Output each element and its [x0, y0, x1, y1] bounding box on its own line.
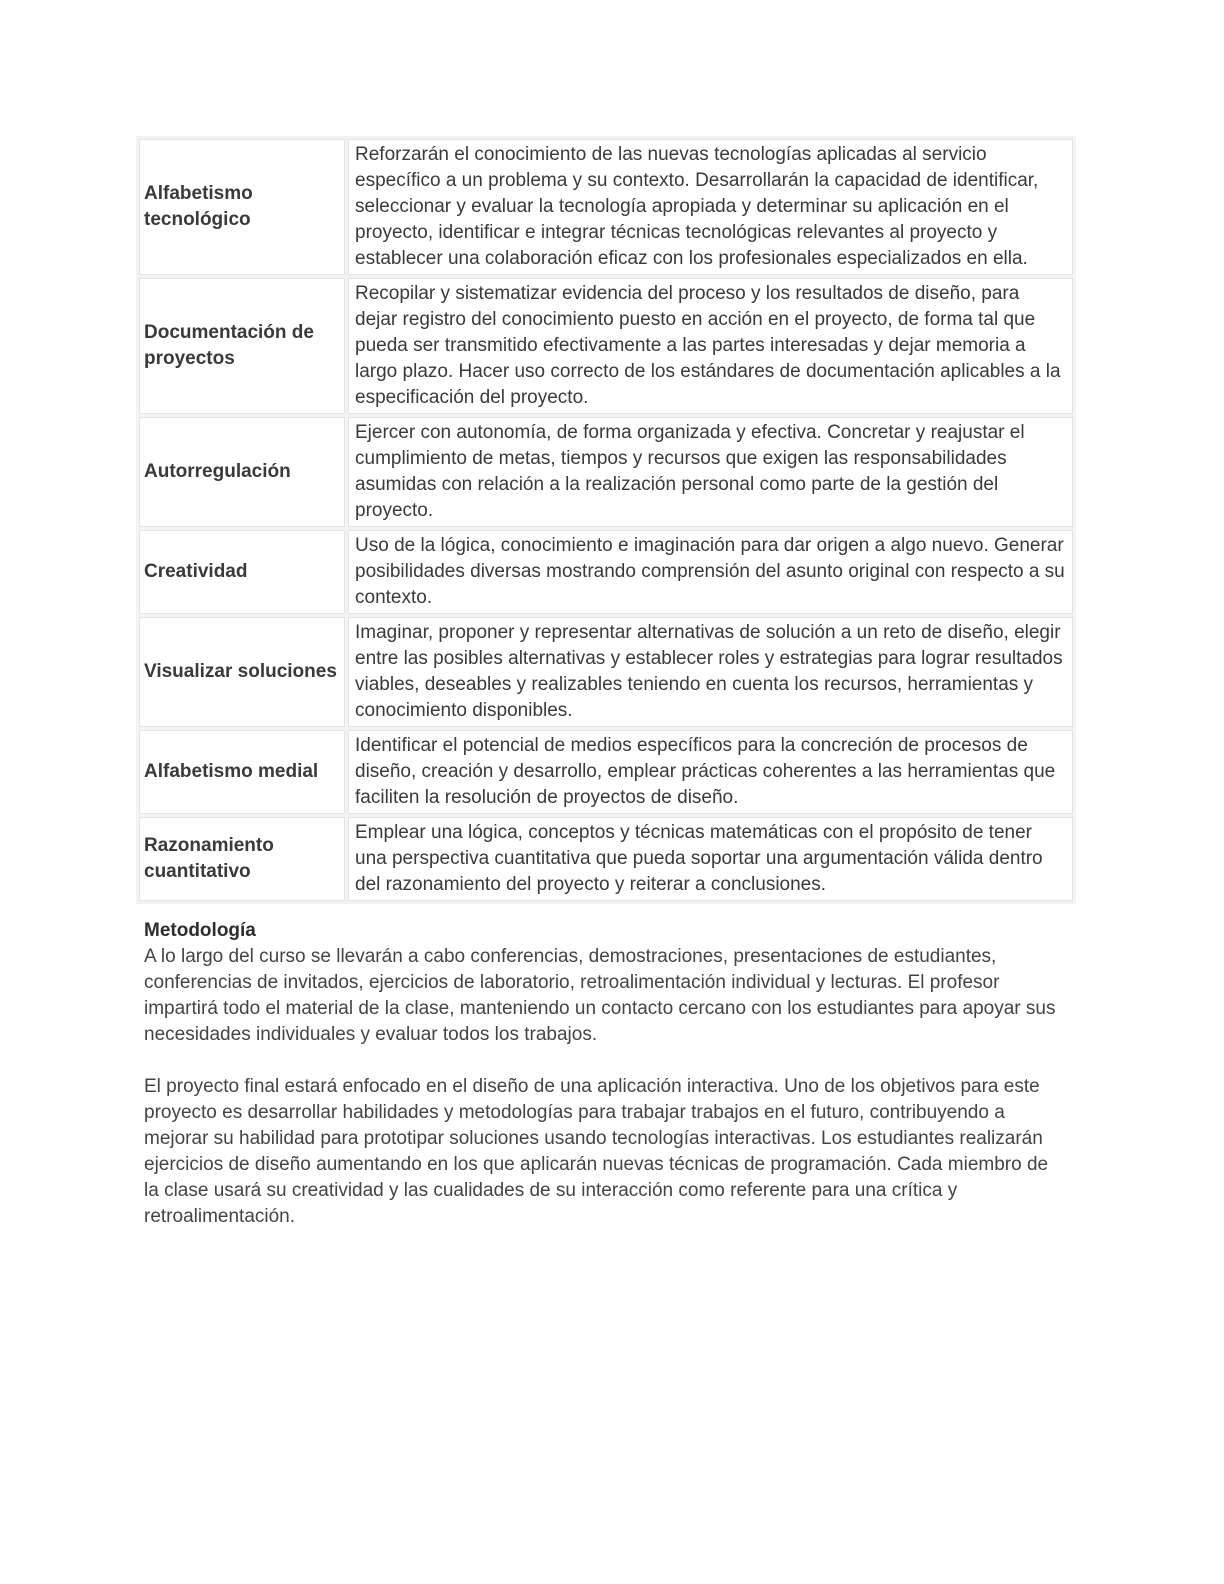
competency-label: Razonamiento cuantitativo — [139, 817, 345, 901]
methodology-paragraph: A lo largo del curso se llevarán a cabo conferencias, demostraciones, presentaciones de estudiantes, conferencias de invitados, ejercicios de laboratorio, retroalimentación individual y lecturas. El profesor impartirá todo el material de la clase, manteniendo un contacto cercano con los estudiantes para apoyar sus necesidades individuales y evaluar todos los trabajos. — [144, 946, 1056, 1045]
table-row — [139, 617, 1073, 727]
competency-label: Creatividad — [139, 530, 345, 614]
table-row — [139, 530, 1073, 614]
competency-label: Autorregulación — [139, 417, 345, 527]
competency-description: Identificar el potencial de medios específicos para la concreción de procesos de diseño, creación y desarrollo, emplear prácticas coherentes a las herramientas que faciliten la resolución de proyectos de diseño. — [348, 730, 1073, 814]
table-row — [139, 817, 1073, 901]
competency-label: Alfabetismo tecnológico — [139, 139, 345, 275]
table-row — [139, 417, 1073, 527]
competency-description: Recopilar y sistematizar evidencia del proceso y los resultados de diseño, para dejar registro del conocimiento puesto en acción en el proyecto, de forma tal que pueda ser transmitido efectivamente a las partes interesadas y dejar memoria a largo plazo. Hacer uso correcto de los estándares de documentación aplicables a la especificación del proyecto. — [348, 278, 1073, 414]
final-project-paragraph: El proyecto final estará enfocado en el diseño de una aplicación interactiva. Uno de los objetivos para este proyecto es desarrollar habilidades y metodologías para trabajar trabajos en el futuro, contribuyendo a mejorar su habilidad para prototipar soluciones usando tecnologías interactivas. Los estudiantes realizarán ejercicios de diseño aumentando en los que aplicarán nuevas técnicas de programación. Cada miembro de la clase usará su creatividad y las cualidades de su interacción como referente para una crítica y retroalimentación. — [144, 1076, 1049, 1227]
document-page — [136, 136, 1076, 1230]
methodology-heading: Metodología — [144, 920, 256, 941]
table-row — [139, 278, 1073, 414]
competency-label: Visualizar soluciones — [139, 617, 345, 727]
table-row — [139, 139, 1073, 275]
competencies-table — [136, 136, 1076, 904]
competencies-table-body — [139, 139, 1073, 901]
competency-label: Alfabetismo medial — [139, 730, 345, 814]
methodology-section — [136, 918, 1076, 1230]
competency-description: Emplear una lógica, conceptos y técnicas matemáticas con el propósito de tener una perspectiva cuantitativa que pueda soportar una argumentación válida dentro del razonamiento del proyecto y reiterar a conclusiones. — [348, 817, 1073, 901]
table-row — [139, 730, 1073, 814]
competency-label: Documentación de proyectos — [139, 278, 345, 414]
competency-description: Uso de la lógica, conocimiento e imaginación para dar origen a algo nuevo. Generar posibilidades diversas mostrando comprensión del asunto original con respecto a su contexto. — [348, 530, 1073, 614]
competency-description: Ejercer con autonomía, de forma organizada y efectiva. Concretar y reajustar el cumplimiento de metas, tiempos y recursos que exigen las responsabilidades asumidas con relación a la realización personal como parte de la gestión del proyecto. — [348, 417, 1073, 527]
competency-description: Imaginar, proponer y representar alternativas de solución a un reto de diseño, elegir entre las posibles alternativas y establecer roles y estrategias para lograr resultados viables, deseables y realizables teniendo en cuenta los recursos, herramientas y conocimiento disponibles. — [348, 617, 1073, 727]
competency-description: Reforzarán el conocimiento de las nuevas tecnologías aplicadas al servicio específico a un problema y su contexto. Desarrollarán la capacidad de identificar, seleccionar y evaluar la tecnología apropiada y determinar su aplicación en el proyecto, identificar e integrar técnicas tecnológicas relevantes al proyecto y establecer una colaboración eficaz con los profesionales especializados en ella. — [348, 139, 1073, 275]
